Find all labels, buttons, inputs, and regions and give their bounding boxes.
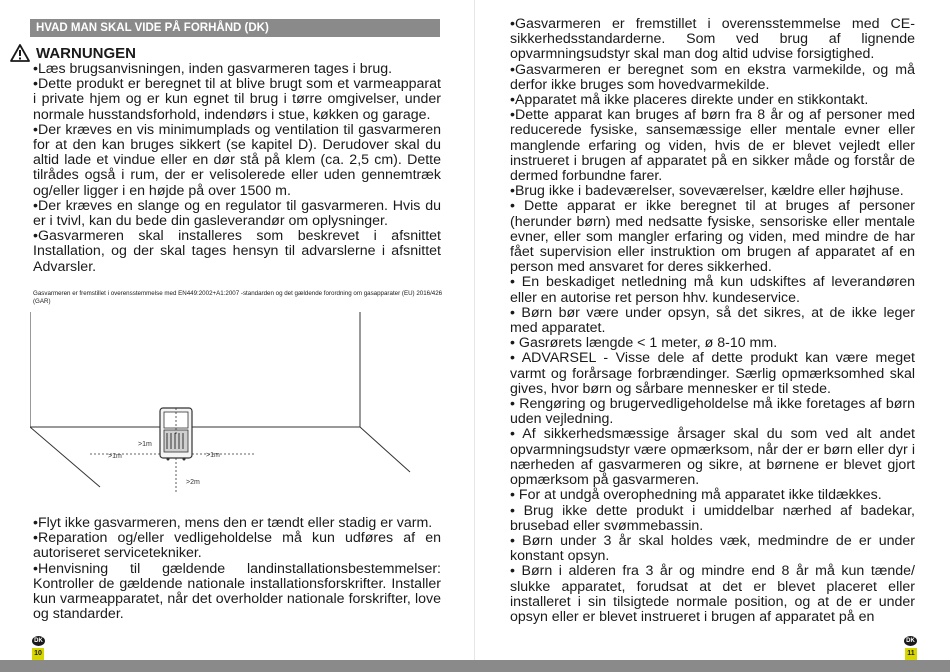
paragraph: •Gasvarmeren skal installeres som beskrevet i afsnittet Installation, og der skal tages hensyn til advarslerne i afsnittet Advarsler. <box>33 228 441 275</box>
paragraph: •Reparation og/eller vedligeholdelse må kun udføres af en autoriseret servicetekniker. <box>33 530 441 562</box>
paragraph: •Gasvarmeren er fremstillet i overensstemmelse med CE-sikkerhedsstandarderne. Som ved brug af lignende opvarmningsudstyr skal man dog altid udvise forsigtighed. <box>510 16 915 63</box>
clearance-left-label: >1m <box>108 453 122 460</box>
paragraph: • Af sikkerhedsmæssige årsager skal du som ved alt andet opvarmningsudstyr være opmærksom, når der er børn eller dyr i nærheden af gasvarmeren og sikre, at børnene er blevet gjort opmærksom på gasvarmeren. <box>510 426 915 489</box>
paragraph: •Flyt ikke gasvarmeren, mens den er tændt eller stadig er varm. <box>33 515 433 531</box>
clearance-right-label: >1m <box>206 452 220 459</box>
paragraph: •Brug ikke i badeværelser, soveværelser, kældre eller højhuse. <box>510 183 904 200</box>
warning-title: WARNUNGEN <box>36 44 136 62</box>
footer-bar <box>475 660 950 672</box>
paragraph: •Der kræves en vis minimumplads og ventilation til gasvarmeren for at den kan bruges sikkert (se kapitel D). Derudover skal du altid lade et vindue eller en dør stå på klem (ca. 2,5 cm). Dette tilrådes også i rum, der er velisolerede eller uden gennemtræk og/eller ligger i en højde på over 1500 m. <box>33 121 441 199</box>
clearance-front-label: >2m <box>186 479 200 486</box>
paragraph: • Rengøring og brugervedligeholdelse må ikke foretages af børn uden vejledning. <box>510 396 915 428</box>
right-text <box>510 17 915 625</box>
paragraph: •Dette produkt er beregnet til at blive brugt som et varmeapparat i private hjem og er kun egnet til brug i tørre omgivelser, under normale husstandsforhold, indendørs i stue, køkken og garage. <box>33 76 441 123</box>
paragraph: •Gasvarmeren er beregnet som en ekstra varmekilde, og må derfor ikke bruges som hovedvarmekilde. <box>510 61 915 93</box>
paragraph: • Børn under 3 år skal holdes væk, medmindre de er under konstant opsyn. <box>510 532 915 565</box>
language-badge: DK <box>904 636 917 646</box>
paragraph: • Dette apparat er ikke beregnet til at bruges af personer (herunder børn) med nedsatte fysiske, sensoriske eller mentale evner, eller som mangler erfaring og viden, med mindre de har fået supervision eller instruktion om brugen af apparatet af en person med ansvaret for deres sikkerhed. <box>510 198 915 276</box>
paragraph: • Børn i alderen fra 3 år og mindre end 8 år må kun tænde/ slukke apparatet, forudsat at det er blevet placeret eller installeret i sin tilsigtede normale position, og at de er under opsyn eller er blevet instrueret i brugen af apparatet på en <box>510 563 915 625</box>
page-number: 10 <box>32 648 44 660</box>
paragraph: •Der kræves en slange og en regulator til gasvarmeren. Hvis du er i tvivl, kan du bede din gasleverandør om oplysninger. <box>33 197 441 230</box>
paragraph: •Dette apparat kan bruges af børn fra 8 år og af personer med reducerede fysiske, sansemæssige eller mentale evner eller manglende erfaring og viden, hvis de er blevet vejledt eller instrueret i brugen af apparatet på en sikker måde og forstår de dermed forbundne farer. <box>510 107 915 185</box>
paragraph: •Læs brugsanvisningen, inden gasvarmeren tages i brug. <box>33 61 393 77</box>
paragraph: • En beskadiget netledning må kun udskiftes af leverandøren eller en autorise ret person hhv. kundeservice. <box>510 274 915 306</box>
paragraph: • ADVARSEL - Visse dele af dette produkt kan være meget varmt og forårsage forbrændinger. Særlig opmærksomhed skal gives, hvor børn og sårbare mennesker er til stede. <box>510 350 915 397</box>
paragraph: • Brug ikke dette produkt i umiddelbar nærhed af badekar, brusebad eller svømmebassin. <box>510 502 915 534</box>
paragraph: • Børn bør være under opsyn, så det sikres, at de ikke leger med apparatet. <box>510 304 915 337</box>
language-badge: DK <box>32 636 45 646</box>
section-header: HVAD MAN SKAL VIDE PÅ FORHÅND (DK) <box>30 19 440 37</box>
standards-footnote: Gasvarmeren er fremstillet i overensstemmelse med EN449:2002+A1:2007 -standarden og det gældende forordning om gasapparater (EU) 2016/426 (GAR) <box>33 290 443 305</box>
page-number: 11 <box>905 648 917 660</box>
paragraph: • For at undgå overophedning må apparatet ikke tildækkes. <box>510 487 882 504</box>
paragraph: • Gasrørets længde < 1 meter, ø 8-10 mm. <box>510 335 778 352</box>
paragraph: •Henvisning til gældende landinstallationsbestemmelser: Kontroller de gældende nationale installationsforskrifter. Installer kun varmeapparatet, når det overholder nationale forskrifter, love og standarder. <box>33 560 441 623</box>
clearance-top-label: >1m <box>138 441 152 448</box>
paragraph: •Apparatet må ikke placeres direkte under en stikkontakt. <box>510 92 869 109</box>
